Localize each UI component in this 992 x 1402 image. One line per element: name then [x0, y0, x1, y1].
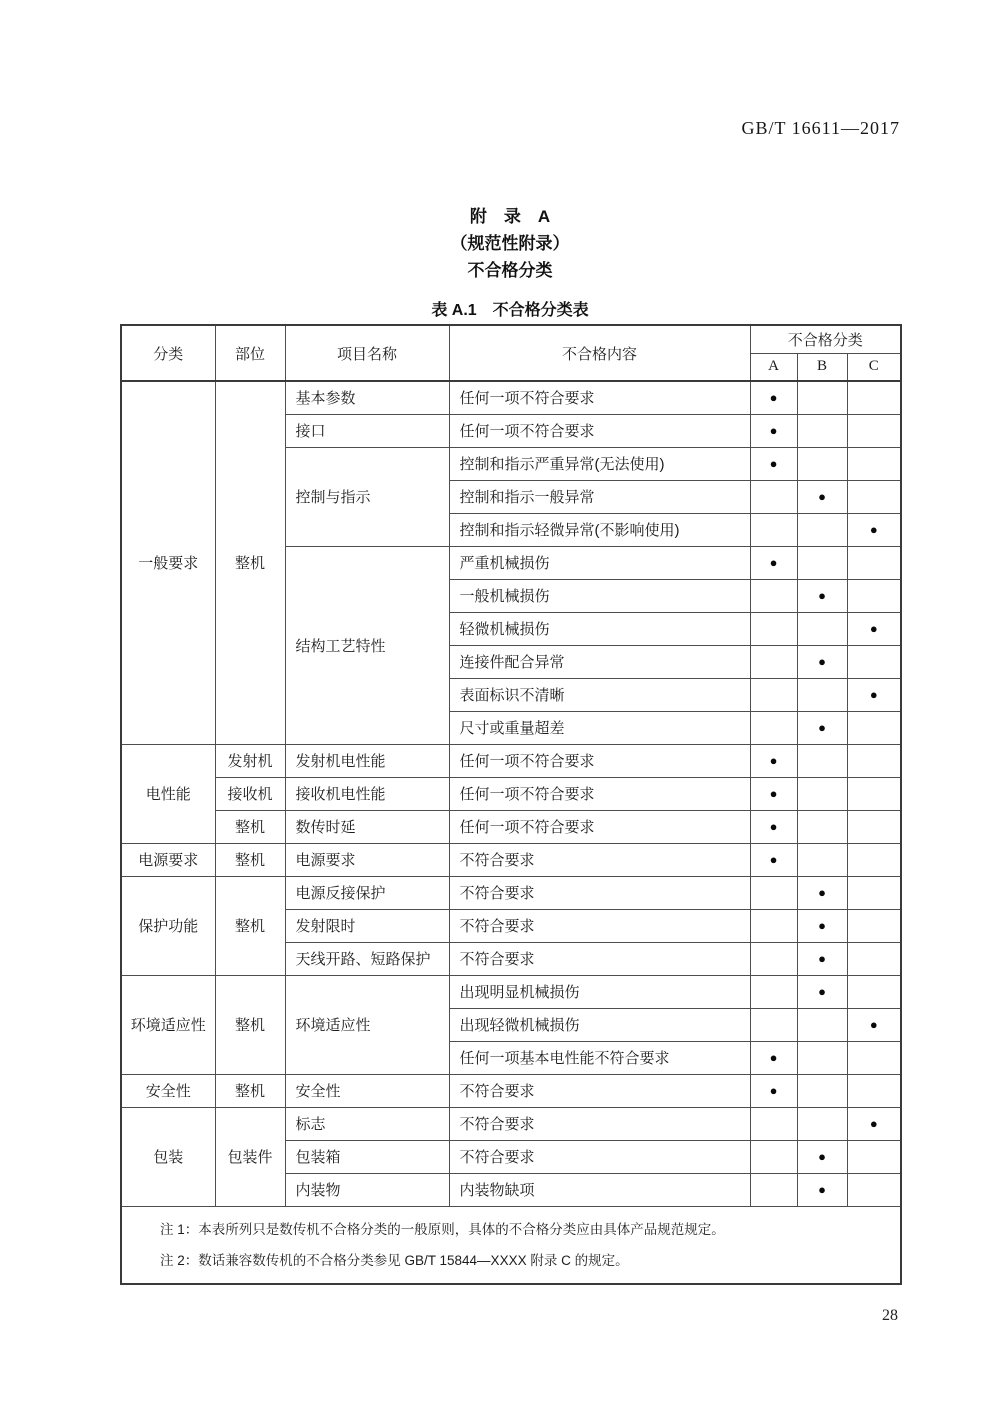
class-c-cell	[847, 1140, 901, 1173]
class-b-cell	[797, 942, 847, 975]
content-cell: 任何一项不符合要求	[449, 414, 750, 447]
class-b-cell	[797, 1107, 847, 1140]
content-cell: 尺寸或重量超差	[449, 711, 750, 744]
content-cell: 表面标识不清晰	[449, 678, 750, 711]
table-row	[121, 810, 901, 843]
dot-marker: ●	[869, 1017, 878, 1032]
notes-cell	[121, 1206, 901, 1284]
content-cell: 控制和指示严重异常(无法使用)	[449, 447, 750, 480]
part-cell: 整机	[215, 975, 285, 1074]
header-class-a: A	[750, 353, 797, 381]
table-row	[121, 1107, 901, 1140]
class-a-cell	[750, 1140, 797, 1173]
item-cell: 电源反接保护	[285, 876, 449, 909]
header-content: 不合格内容	[449, 325, 750, 381]
class-c-cell	[847, 975, 901, 1008]
class-c-cell	[847, 711, 901, 744]
dot-marker: ●	[869, 1116, 878, 1131]
class-a-cell	[750, 612, 797, 645]
content-cell: 出现明显机械损伤	[449, 975, 750, 1008]
class-b-cell	[797, 1074, 847, 1107]
content-cell: 任何一项不符合要求	[449, 381, 750, 414]
class-a-cell	[750, 1107, 797, 1140]
class-b-cell	[797, 909, 847, 942]
part-cell: 整机	[215, 810, 285, 843]
dot-marker: ●	[769, 786, 778, 801]
item-cell: 标志	[285, 1107, 449, 1140]
appendix-subtitle: （规范性附录）	[450, 234, 570, 253]
table-header	[121, 325, 901, 381]
class-a-cell	[750, 975, 797, 1008]
class-c-cell	[847, 1074, 901, 1107]
dot-marker: ●	[818, 984, 826, 999]
dot-marker: ●	[769, 390, 778, 406]
category-cell: 安全性	[121, 1074, 215, 1107]
item-cell: 环境适应性	[285, 975, 449, 1074]
part-cell: 整机	[215, 876, 285, 975]
content-cell: 不符合要求	[449, 1107, 750, 1140]
class-b-cell	[797, 480, 847, 513]
class-b-cell	[797, 447, 847, 480]
part-cell: 整机	[215, 1074, 285, 1107]
dot-marker: ●	[769, 555, 778, 570]
header-class-c: C	[847, 353, 901, 381]
table-row	[121, 975, 901, 1008]
class-a-cell	[750, 744, 797, 777]
class-a-cell	[750, 711, 797, 744]
dot-marker: ●	[769, 852, 778, 867]
class-b-cell	[797, 975, 847, 1008]
class-b-cell	[797, 381, 847, 414]
category-cell: 电性能	[121, 744, 215, 843]
item-cell: 结构工艺特性	[285, 546, 449, 744]
class-a-cell	[750, 909, 797, 942]
class-a-cell	[750, 942, 797, 975]
class-a-cell	[750, 579, 797, 612]
class-b-cell	[797, 777, 847, 810]
class-c-cell	[847, 942, 901, 975]
header-category: 分类	[121, 325, 215, 381]
class-b-cell	[797, 744, 847, 777]
content-cell: 不符合要求	[449, 942, 750, 975]
class-c-cell	[847, 810, 901, 843]
dot-marker: ●	[869, 522, 878, 537]
appendix-heading-block	[120, 203, 900, 284]
class-b-cell	[797, 843, 847, 876]
class-b-cell	[797, 1140, 847, 1173]
class-b-cell	[797, 546, 847, 579]
class-a-cell	[750, 480, 797, 513]
class-c-cell	[847, 744, 901, 777]
class-c-cell	[847, 414, 901, 447]
dot-marker: ●	[818, 588, 826, 603]
dot-marker: ●	[818, 951, 826, 966]
dot-marker: ●	[869, 621, 878, 636]
table-row	[121, 876, 901, 909]
class-a-cell	[750, 645, 797, 678]
category-cell: 一般要求	[121, 381, 215, 744]
class-a-cell	[750, 414, 797, 447]
item-cell: 发射限时	[285, 909, 449, 942]
item-cell: 内装物	[285, 1173, 449, 1206]
dot-marker: ●	[818, 1182, 826, 1197]
dot-marker: ●	[769, 1050, 778, 1065]
class-c-cell	[847, 1008, 901, 1041]
class-a-cell	[750, 1173, 797, 1206]
item-cell: 安全性	[285, 1074, 449, 1107]
item-cell: 天线开路、短路保护	[285, 942, 449, 975]
class-a-cell	[750, 843, 797, 876]
content-cell: 不符合要求	[449, 843, 750, 876]
class-a-cell	[750, 1074, 797, 1107]
class-c-cell	[847, 579, 901, 612]
class-c-cell	[847, 843, 901, 876]
table-row	[121, 381, 901, 414]
class-a-cell	[750, 810, 797, 843]
class-b-cell	[797, 810, 847, 843]
content-cell: 不符合要求	[449, 909, 750, 942]
standard-number: GB/T 16611—2017	[741, 118, 900, 138]
dot-marker: ●	[818, 720, 826, 735]
part-cell: 发射机	[215, 744, 285, 777]
table-row	[121, 1074, 901, 1107]
content-cell: 任何一项不符合要求	[449, 777, 750, 810]
class-b-cell	[797, 1041, 847, 1074]
dot-marker: ●	[869, 687, 878, 702]
appendix-title: 附 录 A	[469, 207, 551, 226]
class-a-cell	[750, 777, 797, 810]
dot-marker: ●	[769, 423, 778, 438]
class-b-cell	[797, 711, 847, 744]
class-c-cell	[847, 1173, 901, 1206]
class-c-cell	[847, 612, 901, 645]
content-cell: 任何一项基本电性能不符合要求	[449, 1041, 750, 1074]
part-cell: 整机	[215, 381, 285, 744]
class-b-cell	[797, 678, 847, 711]
class-a-cell	[750, 678, 797, 711]
class-c-cell	[847, 480, 901, 513]
class-c-cell	[847, 777, 901, 810]
category-cell: 电源要求	[121, 843, 215, 876]
part-cell: 包装件	[215, 1107, 285, 1206]
dot-marker: ●	[818, 654, 826, 669]
note-1: 注 1：本表所列只是数传机不合格分类的一般原则，具体的不合格分类应由具体产品规范规定。	[160, 1221, 725, 1237]
part-cell: 整机	[215, 843, 285, 876]
part-cell: 接收机	[215, 777, 285, 810]
table-caption: 表 A.1 不合格分类表	[431, 302, 589, 319]
class-c-cell	[847, 1041, 901, 1074]
dot-marker: ●	[769, 456, 778, 471]
item-cell: 发射机电性能	[285, 744, 449, 777]
content-cell: 轻微机械损伤	[449, 612, 750, 645]
table-row	[121, 843, 901, 876]
class-a-cell	[750, 876, 797, 909]
header-class-b: B	[797, 353, 847, 381]
dot-marker: ●	[769, 753, 778, 768]
content-cell: 连接件配合异常	[449, 645, 750, 678]
table-notes	[121, 1206, 901, 1284]
class-a-cell	[750, 546, 797, 579]
dot-marker: ●	[818, 918, 826, 933]
category-cell: 保护功能	[121, 876, 215, 975]
item-cell: 电源要求	[285, 843, 449, 876]
page-number: 28	[882, 1307, 898, 1324]
item-cell: 包装箱	[285, 1140, 449, 1173]
item-cell: 接收机电性能	[285, 777, 449, 810]
dot-marker: ●	[818, 885, 826, 900]
class-b-cell	[797, 876, 847, 909]
content-cell: 任何一项不符合要求	[449, 744, 750, 777]
header-classification: 不合格分类	[750, 325, 901, 353]
class-c-cell	[847, 876, 901, 909]
item-cell: 控制与指示	[285, 447, 449, 546]
class-a-cell	[750, 447, 797, 480]
dot-marker: ●	[769, 1083, 778, 1098]
content-cell: 控制和指示一般异常	[449, 480, 750, 513]
class-b-cell	[797, 1173, 847, 1206]
class-c-cell	[847, 381, 901, 414]
item-cell: 接口	[285, 414, 449, 447]
note-2: 注 2：数话兼容数传机的不合格分类参见 GB/T 15844—XXXX 附录 C 的规定。	[160, 1252, 629, 1268]
category-cell: 包装	[121, 1107, 215, 1206]
class-c-cell	[847, 513, 901, 546]
appendix-heading: 不合格分类	[467, 261, 553, 280]
class-a-cell	[750, 381, 797, 414]
class-b-cell	[797, 579, 847, 612]
class-c-cell	[847, 645, 901, 678]
class-c-cell	[847, 546, 901, 579]
content-cell: 不符合要求	[449, 876, 750, 909]
content-cell: 内装物缺项	[449, 1173, 750, 1206]
content-cell: 一般机械损伤	[449, 579, 750, 612]
content-cell: 不符合要求	[449, 1074, 750, 1107]
class-a-cell	[750, 1041, 797, 1074]
class-b-cell	[797, 513, 847, 546]
item-cell: 基本参数	[285, 381, 449, 414]
content-cell: 不符合要求	[449, 1140, 750, 1173]
content-cell: 严重机械损伤	[449, 546, 750, 579]
dot-marker: ●	[818, 1149, 826, 1164]
classification-table	[120, 324, 902, 1285]
class-c-cell	[847, 447, 901, 480]
table-row	[121, 777, 901, 810]
dot-marker: ●	[769, 819, 778, 834]
class-c-cell	[847, 1107, 901, 1140]
header-item: 项目名称	[285, 325, 449, 381]
content-cell: 任何一项不符合要求	[449, 810, 750, 843]
class-b-cell	[797, 645, 847, 678]
class-b-cell	[797, 612, 847, 645]
content-cell: 控制和指示轻微异常(不影响使用)	[449, 513, 750, 546]
class-c-cell	[847, 909, 901, 942]
class-b-cell	[797, 414, 847, 447]
classification-table-body	[121, 381, 901, 1206]
class-a-cell	[750, 513, 797, 546]
category-cell: 环境适应性	[121, 975, 215, 1074]
dot-marker: ●	[818, 489, 826, 504]
header-part: 部位	[215, 325, 285, 381]
table-row	[121, 744, 901, 777]
content-cell: 出现轻微机械损伤	[449, 1008, 750, 1041]
class-b-cell	[797, 1008, 847, 1041]
class-a-cell	[750, 1008, 797, 1041]
class-c-cell	[847, 678, 901, 711]
item-cell: 数传时延	[285, 810, 449, 843]
